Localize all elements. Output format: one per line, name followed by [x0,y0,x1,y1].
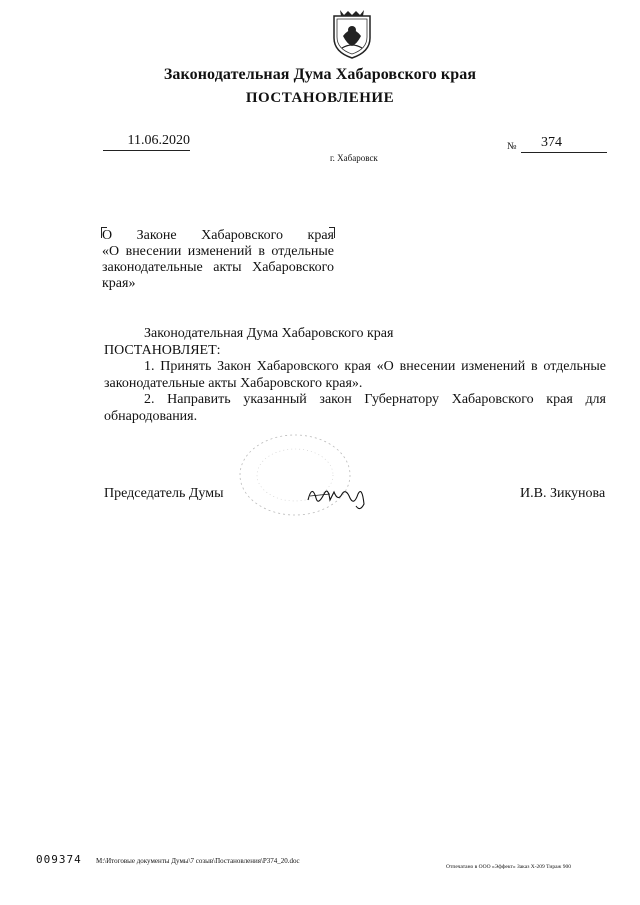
subject-line: «О внесении изменений в отдельные [102,244,334,259]
item-2-line-2: обнародования. [104,408,198,424]
item-2-line-1: 2. Направить указанный закон Губернатору Хабаровского края для [144,392,606,407]
footer-file-path: М:\Итоговые документы Думы\7 созыв\Постановления\Р374_20.doc [96,857,300,865]
document-subject [102,228,334,292]
city-label: г. Хабаровск [330,153,378,163]
footer-document-code: 009374 [36,853,82,866]
subject-line: О Законе Хабаровского края [102,228,334,243]
document-date: 11.06.2020 [103,133,190,151]
organization-title: Законодательная Дума Хабаровского края [163,66,477,83]
item-1-line-1: 1. Принять Закон Хабаровского края «О внесении изменений в отдельные [144,359,606,374]
item-1-line-2: законодательные акты Хабаровского края». [104,375,363,391]
handwritten-signature [300,476,375,516]
resolution-body [104,326,606,425]
body-resolves: ПОСТАНОВЛЯЕТ: [104,342,221,358]
subject-line: края» [102,276,136,291]
footer-print-info: Отпечатано в ООО «Эффект» Заказ Х-209 Тираж 900 [446,864,571,870]
document-type-title: ПОСТАНОВЛЕНИЕ [245,90,395,106]
signatory-title: Председатель Думы [104,486,224,501]
number-sign: № [507,141,517,152]
document-number: 374 [521,135,607,153]
signatory-name: И.В. Зикунова [520,486,606,501]
subject-line: законодательные акты Хабаровского [102,260,334,275]
body-intro: Законодательная Дума Хабаровского края [144,326,394,341]
coat-of-arms-emblem [330,6,374,60]
